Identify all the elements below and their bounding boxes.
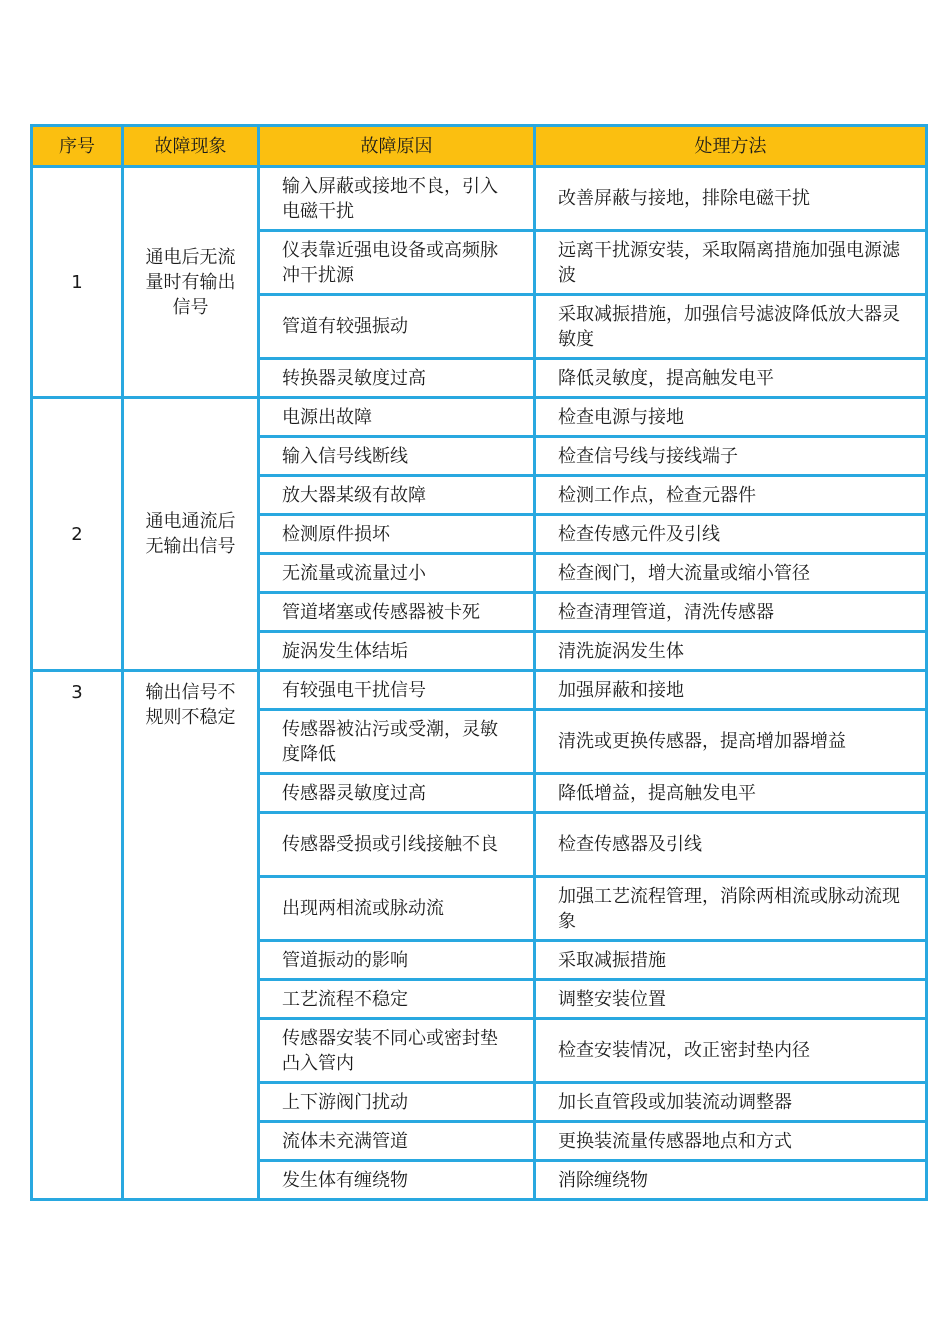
solution-cell: 检查清理管道，清洗传感器: [535, 593, 927, 632]
table-row: [32, 167, 927, 231]
solution-cell: 检查传感器及引线: [535, 813, 927, 877]
solution-cell: 消除缠绕物: [535, 1161, 927, 1200]
cause-cell: 传感器受损或引线接触不良: [259, 813, 535, 877]
solution-cell: 采取减振措施，加强信号滤波降低放大器灵敏度: [535, 295, 927, 359]
solution-cell: 检测工作点，检查元器件: [535, 476, 927, 515]
table-row: [32, 671, 927, 710]
cause-cell: 流体未充满管道: [259, 1122, 535, 1161]
fault-table: [30, 124, 928, 1201]
cause-cell: 管道振动的影响: [259, 941, 535, 980]
solution-cell: 降低增益，提高触发电平: [535, 774, 927, 813]
cause-cell: 出现两相流或脉动流: [259, 877, 535, 941]
cause-cell: 传感器灵敏度过高: [259, 774, 535, 813]
header-seq: 序号: [32, 126, 123, 167]
cause-cell: 传感器安装不同心或密封垫凸入管内: [259, 1019, 535, 1083]
solution-cell: 检查传感元件及引线: [535, 515, 927, 554]
header-cause: 故障原因: [259, 126, 535, 167]
solution-cell: 检查信号线与接线端子: [535, 437, 927, 476]
solution-cell: 检查阀门，增大流量或缩小管径: [535, 554, 927, 593]
cause-cell: 旋涡发生体结垢: [259, 632, 535, 671]
table-row: [32, 398, 927, 437]
cause-cell: 检测原件损坏: [259, 515, 535, 554]
solution-cell: 远离干扰源安装，采取隔离措施加强电源滤波: [535, 231, 927, 295]
group-seq: 2: [32, 398, 123, 671]
group-symptom: 通电通流后无输出信号: [123, 398, 259, 671]
group-seq: 1: [32, 167, 123, 398]
solution-cell: 检查电源与接地: [535, 398, 927, 437]
cause-cell: 有较强电干扰信号: [259, 671, 535, 710]
group-symptom: 通电后无流量时有输出信号: [123, 167, 259, 398]
cause-cell: 输入屏蔽或接地不良，引入电磁干扰: [259, 167, 535, 231]
cause-cell: 转换器灵敏度过高: [259, 359, 535, 398]
solution-cell: 调整安装位置: [535, 980, 927, 1019]
cause-cell: 电源出故障: [259, 398, 535, 437]
cause-cell: 输入信号线断线: [259, 437, 535, 476]
solution-cell: 降低灵敏度，提高触发电平: [535, 359, 927, 398]
cause-cell: 无流量或流量过小: [259, 554, 535, 593]
header-solution: 处理方法: [535, 126, 927, 167]
header-symptom: 故障现象: [123, 126, 259, 167]
header-row: [32, 126, 927, 167]
solution-cell: 检查安装情况，改正密封垫内径: [535, 1019, 927, 1083]
solution-cell: 改善屏蔽与接地，排除电磁干扰: [535, 167, 927, 231]
cause-cell: 上下游阀门扰动: [259, 1083, 535, 1122]
solution-cell: 采取减振措施: [535, 941, 927, 980]
group-seq: 3: [32, 671, 123, 1200]
solution-cell: 清洗旋涡发生体: [535, 632, 927, 671]
cause-cell: 仪表靠近强电设备或高频脉冲干扰源: [259, 231, 535, 295]
cause-cell: 工艺流程不稳定: [259, 980, 535, 1019]
cause-cell: 管道堵塞或传感器被卡死: [259, 593, 535, 632]
cause-cell: 发生体有缠绕物: [259, 1161, 535, 1200]
cause-cell: 管道有较强振动: [259, 295, 535, 359]
solution-cell: 清洗或更换传感器，提高增加器增益: [535, 710, 927, 774]
solution-cell: 加强屏蔽和接地: [535, 671, 927, 710]
cause-cell: 放大器某级有故障: [259, 476, 535, 515]
solution-cell: 加长直管段或加装流动调整器: [535, 1083, 927, 1122]
cause-cell: 传感器被沾污或受潮，灵敏度降低: [259, 710, 535, 774]
solution-cell: 加强工艺流程管理，消除两相流或脉动流现象: [535, 877, 927, 941]
solution-cell: 更换装流量传感器地点和方式: [535, 1122, 927, 1161]
group-symptom: 输出信号不规则不稳定: [123, 671, 259, 1200]
